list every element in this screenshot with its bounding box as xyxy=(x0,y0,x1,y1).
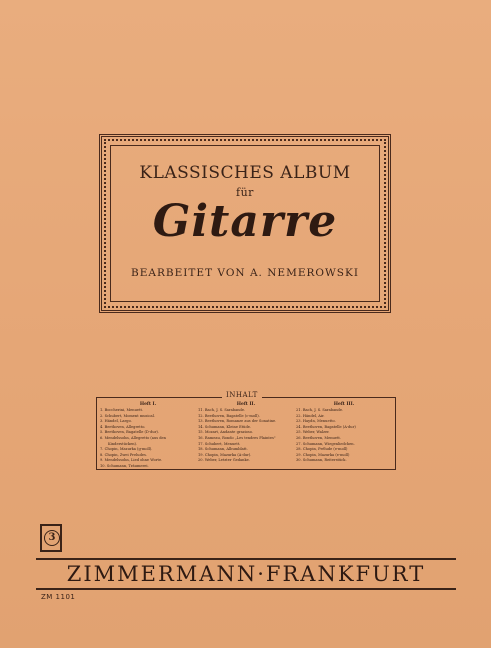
fuer-text: für xyxy=(236,186,254,199)
list-item: 8. Chopin, Zwei Preludes. xyxy=(100,452,147,457)
column-heading: Heft I. xyxy=(139,402,157,407)
list-item: 4. Beethoven, Allegretto. xyxy=(100,424,146,429)
publisher-rule-top xyxy=(36,558,456,560)
arranger-credit: BEARBEITET VON A. NEMEROWSKI xyxy=(131,267,359,279)
list-item: 17. Schubert, Menuett. xyxy=(198,441,241,446)
list-item: 27. Schumann, Wiegenliedchen. xyxy=(296,441,355,446)
column-heading: Heft III. xyxy=(333,402,355,407)
list-item: Kinderstücken). xyxy=(108,441,138,446)
list-item: 3. Händel, Largo. xyxy=(100,419,132,424)
list-item: 23. Haydn, Menuetto. xyxy=(296,419,336,424)
publisher-logo-icon xyxy=(40,524,62,552)
list-item: 2. Schubert, Moment musical. xyxy=(100,413,155,418)
contents-column-heft-3 xyxy=(296,401,392,464)
list-item: 7. Chopin, Mazurka (g-moll). xyxy=(100,447,153,452)
publisher-rule-bottom xyxy=(36,588,456,590)
contents-column-heft-2 xyxy=(198,401,294,464)
list-item: 12. Beethoven, Bagatelle (c-moll). xyxy=(198,413,260,418)
list-item: 26. Beethoven, Menuett. xyxy=(296,435,342,440)
list-item: 11. Bach, J. S. Sarabande. xyxy=(198,408,246,412)
list-item: 18. Schumann, Albumblatt. xyxy=(198,447,248,452)
list-item: 9. Mendelssohn, Lied ohne Worte. xyxy=(100,458,163,463)
list-item: 16. Rameau, Rondo „Les tendres Plaintes" xyxy=(198,435,276,440)
list-item: 21. Bach, J. S. Sarabande. xyxy=(296,408,344,412)
catalog-number: ZM 1101 xyxy=(41,593,76,601)
list-item: 29. Chopin, Mazurka (e-moll) xyxy=(296,452,350,457)
publisher-name: ZIMMERMANN·FRANKFURT xyxy=(66,562,426,586)
instrument-title: Gitarre xyxy=(152,196,338,247)
list-item: 13. Beethoven, Romanze aus der Sonatine. xyxy=(198,419,277,424)
album-title: KLASSISCHES ALBUM xyxy=(139,163,351,183)
list-item: 20. Weber, Letzter Gedanke. xyxy=(198,458,250,463)
list-item: 5. Beethoven, Bagatelle (D-dur). xyxy=(100,430,159,435)
contents-column-heft-1 xyxy=(100,401,196,470)
list-item: 22. Händel, Air. xyxy=(296,413,325,418)
publisher-logo-number: 3 xyxy=(44,530,60,546)
contents-label: INHALT xyxy=(222,391,262,399)
list-item: 24. Beethoven, Bagatelle (A-dur) xyxy=(296,424,356,429)
list-item: 25. Weber, Walzer. xyxy=(296,430,330,435)
list-item: 19. Chopin, Mazurka (A-dur). xyxy=(198,452,252,457)
list-item: 30. Schumann, Reiterstück. xyxy=(296,458,347,463)
list-item: 14. Schumann, Kleine Etüde. xyxy=(198,424,252,429)
list-item: 6. Mendelssohn, Allegretto (aus den xyxy=(100,435,166,440)
list-item: 28. Chopin, Prélude (e-moll) xyxy=(296,447,348,452)
list-item: 10. Schumann, Träumerei. xyxy=(100,463,149,468)
list-item: 15. Mozart, Andante grazioso. xyxy=(198,430,254,435)
list-item: 1. Boccherini, Menuett. xyxy=(100,408,144,412)
column-heading: Heft II. xyxy=(236,402,256,407)
